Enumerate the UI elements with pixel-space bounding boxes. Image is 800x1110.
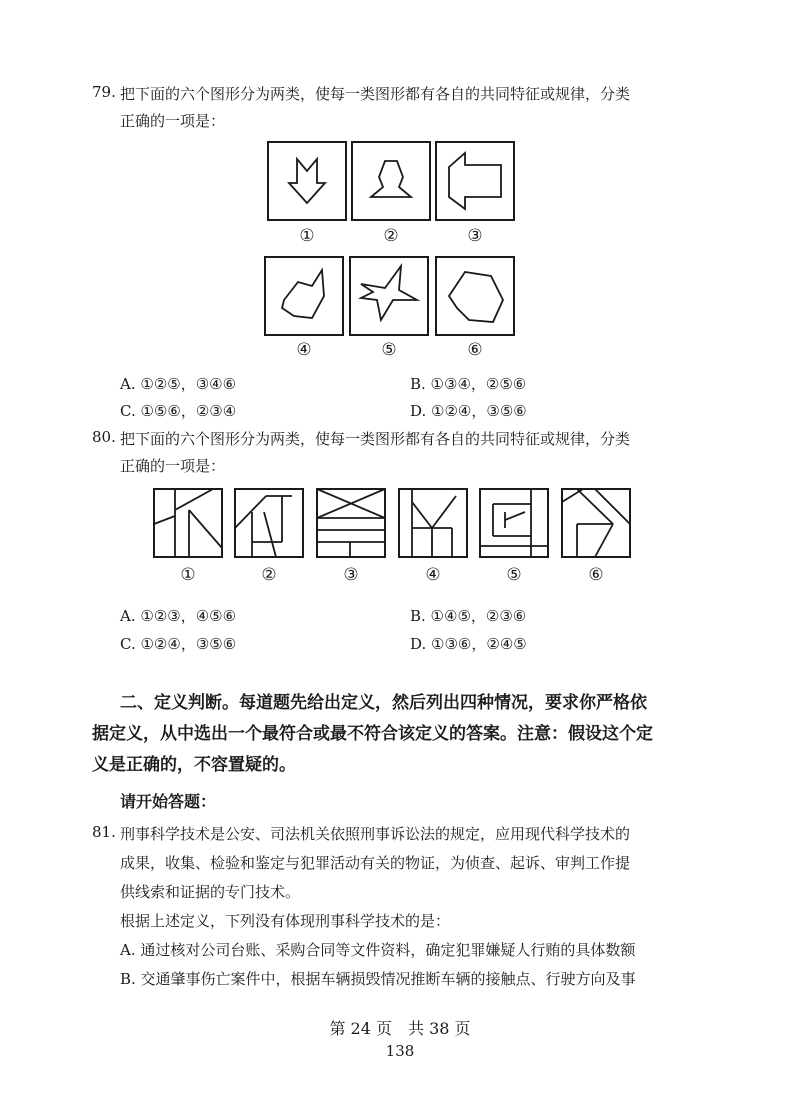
q79-figure-3 xyxy=(435,141,515,221)
q79-label-2: ② xyxy=(383,226,399,246)
q79-stem-line1: 把下面的六个图形分为两类，使每一类图形都有各自的共同特征或规律，分类 xyxy=(120,85,631,103)
q80-figure-6 xyxy=(561,488,631,558)
q79-stem-line2: 正确的一项是： xyxy=(120,112,226,130)
q81-option-b: B. 交通肇事伤亡案件中，根据车辆损毁情况推断车辆的接触点、行驶方向及事 xyxy=(120,970,636,988)
section-heading-line3: 义是正确的，不容置疑的。 xyxy=(92,755,296,775)
q81-def-line1: 刑事科学技术是公安、司法机关依照刑事诉讼法的规定，应用现代科学技术的 xyxy=(120,825,631,843)
q80-option-a: A. ①②③，④⑤⑥ xyxy=(120,607,237,625)
q79-figure-4 xyxy=(264,256,344,336)
q79-option-a: A. ①②⑤，③④⑥ xyxy=(120,375,237,393)
q80-label-2: ② xyxy=(261,565,277,585)
q79-option-d: D. ①②④，③⑤⑥ xyxy=(410,402,527,420)
q79-option-c: C. ①⑤⑥，②③④ xyxy=(120,402,237,420)
q79-number: 79. xyxy=(92,83,116,101)
q81-def-line3: 供线索和证据的专门技术。 xyxy=(120,883,301,901)
q80-figure-3 xyxy=(316,488,386,558)
q79-label-1: ① xyxy=(299,226,315,246)
q81-option-a: A. 通过核对公司台账、采购合同等文件资料，确定犯罪嫌疑人行贿的具体数额 xyxy=(120,941,636,959)
q81-question: 根据上述定义，下列没有体现刑事科学技术的是： xyxy=(120,912,451,930)
q80-label-1: ① xyxy=(180,565,196,585)
q81-def-line2: 成果，收集、检验和鉴定与犯罪活动有关的物证，为侦查、起诉、审判工作提 xyxy=(120,854,631,872)
q80-stem-line1: 把下面的六个图形分为两类，使每一类图形都有各自的共同特征或规律，分类 xyxy=(120,430,631,448)
q80-option-b: B. ①④⑤，②③⑥ xyxy=(410,607,527,625)
q79-label-4: ④ xyxy=(296,340,312,360)
q79-label-6: ⑥ xyxy=(467,340,483,360)
q80-figure-2 xyxy=(234,488,304,558)
q81-number: 81. xyxy=(92,823,116,841)
section-start: 请开始答题： xyxy=(120,792,217,811)
q80-stem-line2: 正确的一项是： xyxy=(120,457,226,475)
q80-figure-1 xyxy=(153,488,223,558)
page-indicator: 第 24 页 共 38 页 xyxy=(329,1019,471,1038)
q80-figure-4 xyxy=(398,488,468,558)
q79-label-5: ⑤ xyxy=(381,340,397,360)
q80-label-5: ⑤ xyxy=(506,565,522,585)
q79-figure-6 xyxy=(435,256,515,336)
q79-figure-5 xyxy=(349,256,429,336)
q79-figure-1 xyxy=(267,141,347,221)
q80-option-d: D. ①③⑥，②④⑤ xyxy=(410,635,527,653)
q80-label-4: ④ xyxy=(425,565,441,585)
section-heading-line2: 据定义，从中选出一个最符合或最不符合该定义的答案。注意：假设这个定 xyxy=(92,724,653,744)
page-number: 138 xyxy=(385,1042,415,1060)
q79-label-3: ③ xyxy=(467,226,483,246)
q80-option-c: C. ①②④，③⑤⑥ xyxy=(120,635,237,653)
q79-figure-2 xyxy=(351,141,431,221)
q79-option-b: B. ①③④，②⑤⑥ xyxy=(410,375,527,393)
q80-label-6: ⑥ xyxy=(588,565,604,585)
q80-figure-5 xyxy=(479,488,549,558)
q80-label-3: ③ xyxy=(343,565,359,585)
section-heading-line1: 二、定义判断。每道题先给出定义，然后列出四种情况，要求你严格依 xyxy=(120,693,647,713)
q80-number: 80. xyxy=(92,428,116,446)
